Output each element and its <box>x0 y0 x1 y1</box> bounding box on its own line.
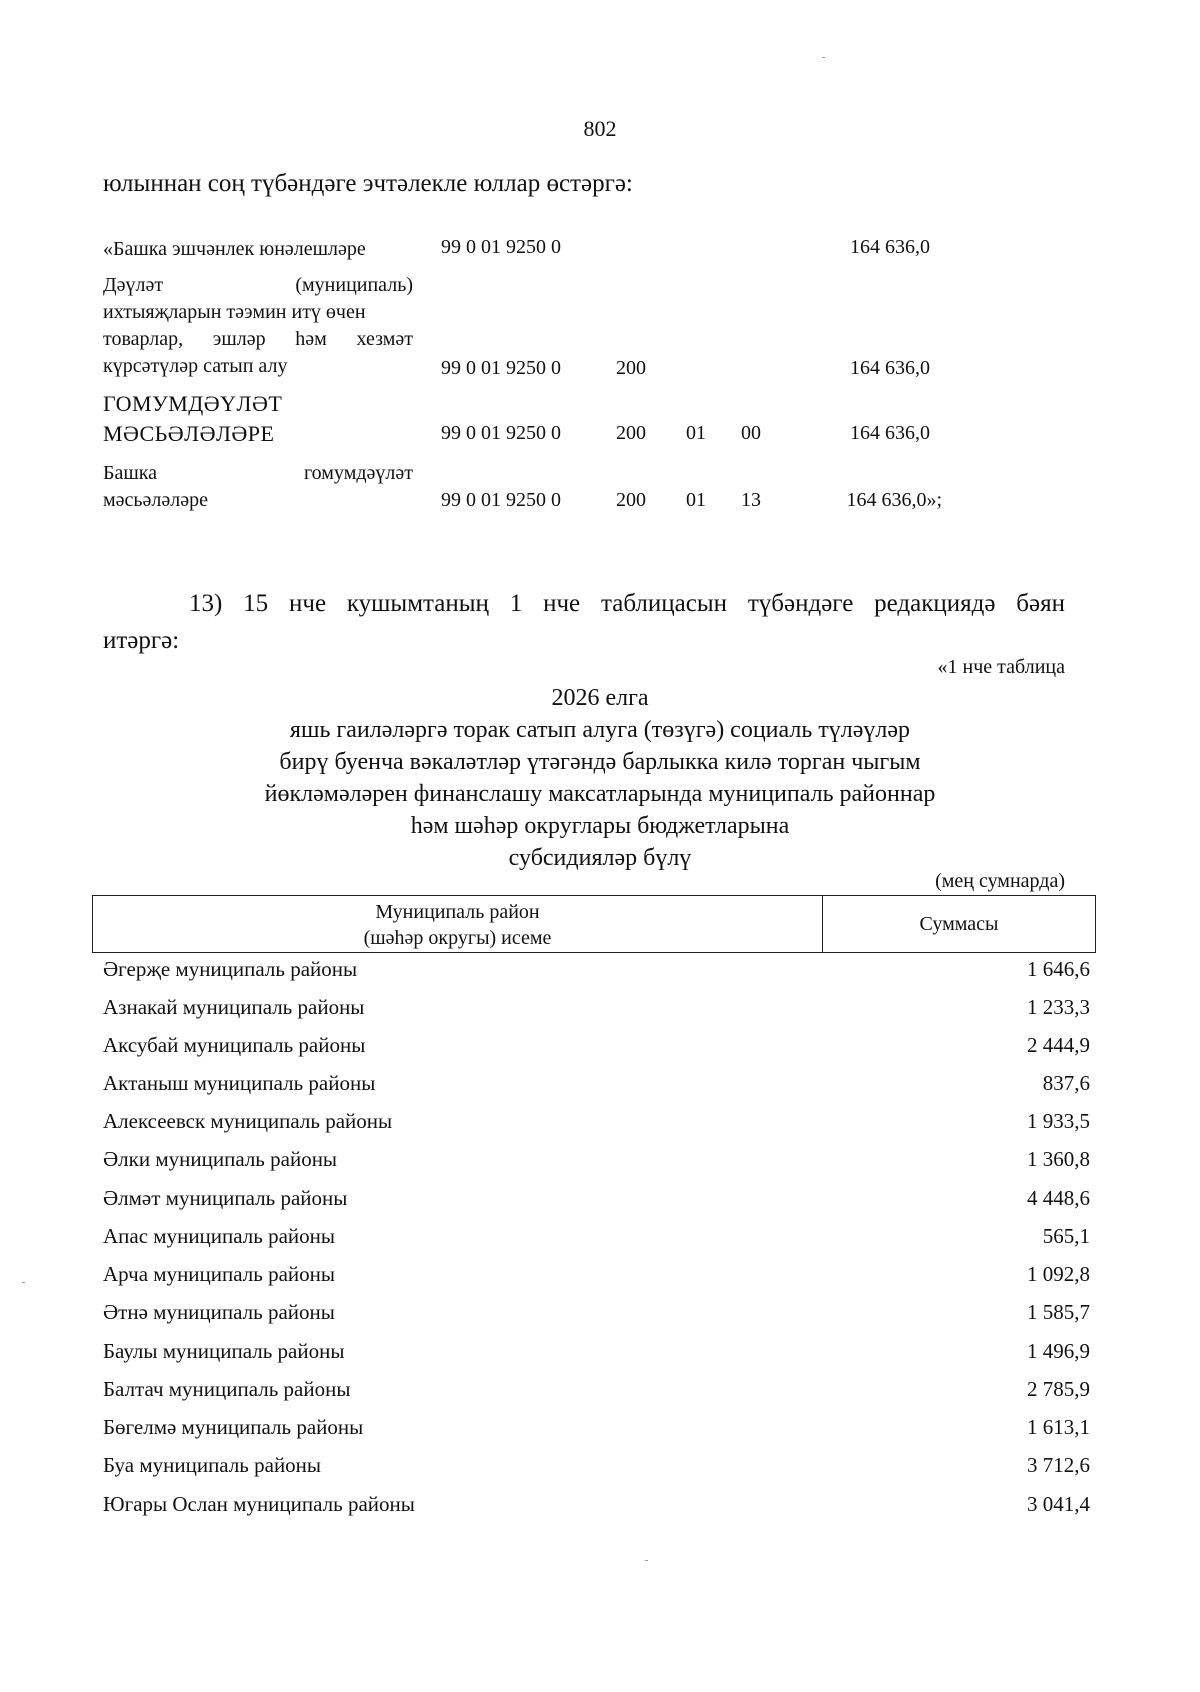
row-sum: 1 613,1 <box>1027 1415 1090 1439</box>
budget-row-amount: 164 636,0 <box>850 357 930 379</box>
scan-speck <box>22 1282 25 1283</box>
row-sum: 3 712,6 <box>1027 1453 1090 1477</box>
row-district-name: Бөгелмә муниципаль районы <box>103 1415 364 1439</box>
budget-row-amount: 164 636,0 <box>850 422 930 444</box>
row-district-name: Балтач муниципаль районы <box>103 1377 351 1401</box>
row-district-name: Югары Ослан муниципаль районы <box>103 1492 415 1516</box>
row-district-name: Аксубай муниципаль районы <box>103 1033 366 1057</box>
row-district-name: Актаныш муниципаль районы <box>103 1071 376 1095</box>
budget-row-type: 200 <box>616 357 646 379</box>
budget-row-code: 99 0 01 9250 0 <box>441 489 561 511</box>
budget-row-name: «Башка эшчәнлек юнәлешләре <box>103 238 366 260</box>
units-label: (мең сумнарда) <box>935 870 1065 892</box>
table-row <box>0 957 1200 987</box>
budget-row-name-line: Башка гомумдәүләт <box>103 462 413 484</box>
title-line: бирү буенча вәкаләтләр үтәгәндә барлыкка килә торган чыгым <box>279 749 921 775</box>
row-district-name: Баулы муниципаль районы <box>103 1339 345 1363</box>
table-row <box>0 1339 1200 1369</box>
header-name-line: Муниципаль район <box>375 901 540 923</box>
table-row <box>0 1186 1200 1216</box>
row-sum: 565,1 <box>1042 1224 1090 1248</box>
title-line: йөкләмәләрен финанслашу максатларында муниципаль районнар <box>264 781 936 807</box>
budget-row-name <box>103 389 413 449</box>
title-line: яшь гаиләләргә торак сатып алуга (төзүгә) социаль түләүләр <box>289 717 911 743</box>
row-sum: 1 233,3 <box>1027 995 1090 1019</box>
budget-row-section: 01 <box>686 489 706 511</box>
budget-row-name-line: ГОМУМДӘҮЛӘТ <box>103 391 283 416</box>
scan-speck <box>645 1560 648 1561</box>
budget-row-type: 200 <box>616 489 646 511</box>
row-district-name: Алексеевск муниципаль районы <box>103 1109 393 1133</box>
budget-row-name-line: мәсьәләләре <box>103 489 208 511</box>
budget-row-subsection: 13 <box>741 489 761 511</box>
row-sum: 1 360,8 <box>1027 1147 1090 1171</box>
amendment-paragraph <box>103 585 1065 659</box>
table-row <box>0 1300 1200 1330</box>
title-line: 2026 елга <box>551 685 649 711</box>
title-line: һәм шәһәр округлары бюджетларына <box>410 813 790 839</box>
table-row <box>0 1415 1200 1445</box>
row-sum: 1 496,9 <box>1027 1339 1090 1363</box>
paragraph-line: 13) 15 нче кушымтаның 1 нче таблицасын түбәндәге редакциядә бәян <box>189 590 1065 617</box>
budget-row-name-line: товарлар, эшләр һәм хезмәт <box>103 328 413 350</box>
table-row <box>0 1071 1200 1101</box>
budget-row-name <box>103 272 413 380</box>
budget-row-type: 200 <box>616 422 646 444</box>
row-sum: 1 585,7 <box>1027 1300 1090 1324</box>
row-district-name: Әгерҗе муниципаль районы <box>103 957 358 981</box>
row-sum: 1 646,6 <box>1027 957 1090 981</box>
scan-speck <box>822 57 825 58</box>
table-row <box>0 1377 1200 1407</box>
intro-text: юлыннан соң түбәндәге эчтәлекле юллар өстәргә: <box>103 170 633 197</box>
table-row <box>0 1033 1200 1063</box>
table-row <box>0 1109 1200 1139</box>
row-sum: 2 444,9 <box>1027 1033 1090 1057</box>
row-district-name: Арча муниципаль районы <box>103 1262 335 1286</box>
title-line: субсидияләр бүлү <box>508 845 692 871</box>
table-row <box>0 1224 1200 1254</box>
budget-row-code: 99 0 01 9250 0 <box>441 422 561 444</box>
budget-row-section: 01 <box>686 422 706 444</box>
table-row <box>0 995 1200 1025</box>
budget-classification-block <box>0 0 1200 540</box>
budget-row-subsection: 00 <box>741 422 761 444</box>
row-sum: 1 092,8 <box>1027 1262 1090 1286</box>
row-district-name: Апас муниципаль районы <box>103 1224 335 1248</box>
row-sum: 837,6 <box>1042 1071 1090 1095</box>
row-district-name: Әлмәт муниципаль районы <box>103 1186 348 1210</box>
budget-row-amount: 164 636,0 <box>850 236 930 258</box>
table-label: «1 нче таблица <box>937 656 1065 678</box>
table-row <box>0 1453 1200 1483</box>
budget-row-amount: 164 636,0»; <box>846 489 942 511</box>
row-sum: 3 041,4 <box>1027 1492 1090 1516</box>
row-district-name: Буа муниципаль районы <box>103 1453 322 1477</box>
page-number: 802 <box>583 116 617 141</box>
row-district-name: Әтнә муниципаль районы <box>103 1300 335 1324</box>
budget-row-code: 99 0 01 9250 0 <box>441 236 561 258</box>
budget-row-code: 99 0 01 9250 0 <box>441 357 561 379</box>
table-row <box>0 1492 1200 1522</box>
row-sum: 2 785,9 <box>1027 1377 1090 1401</box>
budget-row-name-line: МӘСЬӘЛӘЛӘРЕ <box>103 421 275 446</box>
header-sum-column: Суммасы <box>919 913 999 935</box>
table-row <box>0 1147 1200 1177</box>
budget-row-name <box>103 460 413 514</box>
table-header <box>92 895 1096 953</box>
table-title <box>150 682 1050 874</box>
header-name-column <box>93 896 823 952</box>
paragraph-line: итәргә: <box>103 627 180 654</box>
row-district-name: Әлки муниципаль районы <box>103 1147 338 1171</box>
row-district-name: Азнакай муниципаль районы <box>103 995 365 1019</box>
row-sum: 4 448,6 <box>1027 1186 1090 1210</box>
budget-row-name-line: ихтыяҗларын тәэмин итү өчен <box>103 301 366 323</box>
budget-row-name-line: күрсәтүләр сатып алу <box>103 355 288 377</box>
table-row <box>0 1262 1200 1292</box>
row-sum: 1 933,5 <box>1027 1109 1090 1133</box>
budget-row-name-line: Дәүләт (муниципаль) <box>103 274 413 296</box>
header-name-line: (шәһәр округы) исеме <box>363 927 552 949</box>
